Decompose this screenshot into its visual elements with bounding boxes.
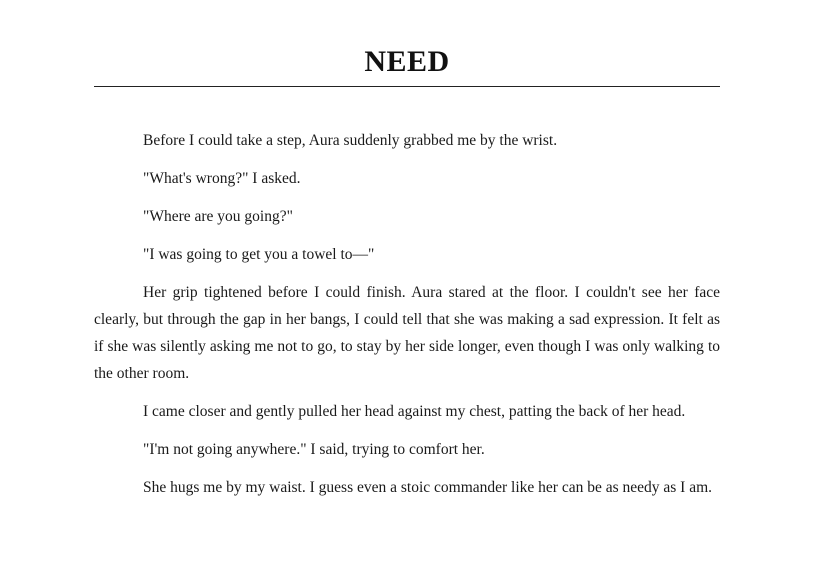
chapter-title: NEED	[364, 45, 450, 78]
paragraph: Her grip tightened before I could finish. Aura stared at the floor. I couldn't see her face clearly, but through the gap in her bangs, I could tell that she was making a sad expression. It felt as if she was silently asking me not to go, to stay by her side longer, even though I was only walking to the other room.	[94, 284, 720, 382]
title-divider	[94, 86, 720, 87]
paragraph: "Where are you going?"	[143, 208, 293, 225]
paragraph: "What's wrong?" I asked.	[143, 170, 301, 187]
paragraph: She hugs me by my waist. I guess even a stoic commander like her can be as needy as I am.	[143, 479, 713, 496]
paragraph: "I was going to get you a towel to—"	[143, 246, 375, 263]
paragraph: Before I could take a step, Aura suddenly grabbed me by the wrist.	[143, 132, 558, 149]
paragraph: I came closer and gently pulled her head against my chest, patting the back of her head.	[143, 403, 686, 420]
chapter-body	[94, 127, 720, 501]
paragraph: "I'm not going anywhere." I said, trying to comfort her.	[143, 441, 485, 458]
document-page	[94, 0, 720, 512]
